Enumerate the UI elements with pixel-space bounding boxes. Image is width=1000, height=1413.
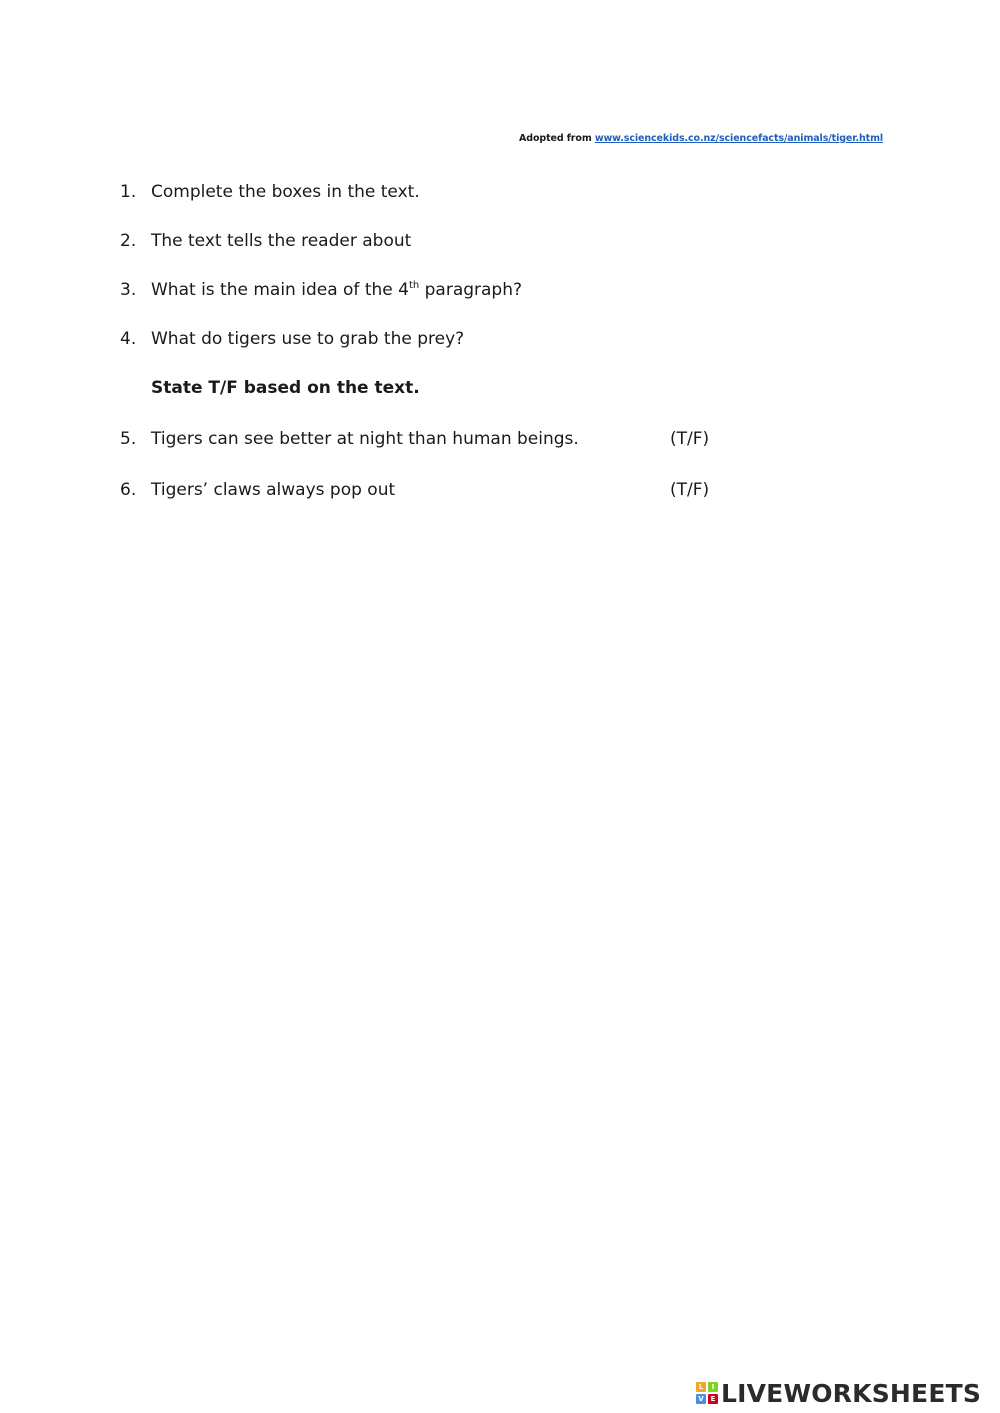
question-number: 3. bbox=[120, 280, 137, 300]
logo-tile-i: I bbox=[708, 1382, 718, 1392]
logo-tile-v: V bbox=[696, 1394, 706, 1404]
question-4 bbox=[120, 328, 464, 350]
question-text: Complete the boxes in the text. bbox=[151, 182, 420, 202]
question-text: Tigers can see better at night than human beings. bbox=[151, 429, 579, 449]
source-link[interactable]: www.sciencekids.co.nz/sciencefacts/animals/tiger.html bbox=[594, 133, 884, 144]
question-6 bbox=[120, 479, 395, 501]
logo-tile-l: L bbox=[696, 1382, 706, 1392]
source-attribution bbox=[519, 133, 883, 144]
ordinal-superscript: th bbox=[408, 280, 420, 291]
tf-answer-hint-6: (T/F) bbox=[670, 480, 710, 500]
question-1 bbox=[120, 181, 420, 203]
question-number: 6. bbox=[120, 480, 137, 500]
question-text-before: What is the main idea of the 4 bbox=[151, 280, 409, 300]
question-number: 4. bbox=[120, 329, 137, 349]
question-number: 2. bbox=[120, 231, 137, 251]
tf-answer-hint-5: (T/F) bbox=[670, 429, 710, 449]
tf-section-heading: State T/F based on the text. bbox=[151, 378, 420, 398]
question-5 bbox=[120, 428, 579, 450]
question-text: Tigers’ claws always pop out bbox=[151, 480, 396, 500]
question-text-after: paragraph? bbox=[419, 280, 523, 300]
question-2 bbox=[120, 230, 411, 252]
liveworksheets-logo-icon bbox=[696, 1382, 718, 1404]
liveworksheets-logo bbox=[696, 1376, 981, 1410]
question-3 bbox=[120, 279, 522, 301]
question-number: 1. bbox=[120, 182, 137, 202]
source-prefix: Adopted from bbox=[519, 133, 595, 144]
question-text: The text tells the reader about bbox=[151, 231, 412, 251]
question-text: What do tigers use to grab the prey? bbox=[151, 329, 465, 349]
logo-tile-e: E bbox=[708, 1394, 718, 1404]
question-number: 5. bbox=[120, 429, 137, 449]
liveworksheets-wordmark: LIVEWORKSHEETS bbox=[721, 1378, 982, 1408]
